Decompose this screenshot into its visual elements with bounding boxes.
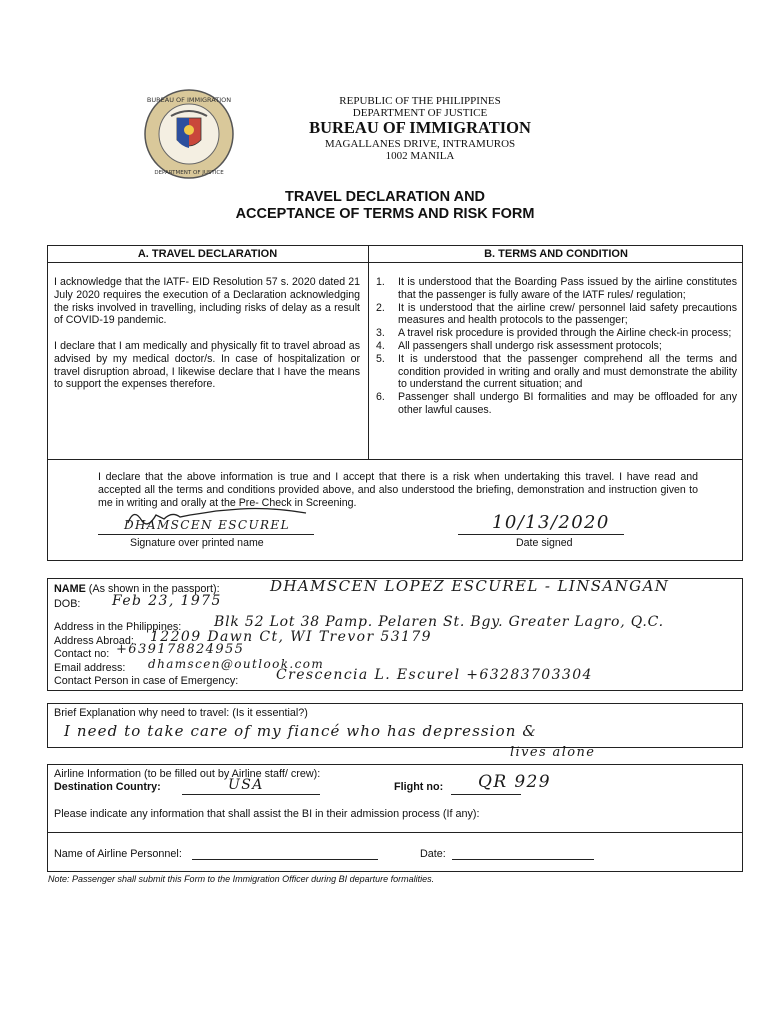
date-signed-value: 10/13/2020 [492,512,610,533]
emergency-contact-value: Crescencia L. Escurel +63283703304 [276,667,593,683]
flight-number-label: Flight no: [394,781,444,793]
email-value: dhamscen@outlook.com [148,657,325,671]
section-b-heading: B. TERMS AND CONDITION [484,248,628,260]
emergency-contact-label: Contact Person in case of Emergency: [54,675,239,687]
destination-value: USA [228,777,264,793]
terms-item-number: 6. [376,391,385,404]
travel-reason-value: I need to take care of my fiancé who has depression & [64,722,537,740]
declaration-divider [47,459,743,460]
terms-item [376,340,737,353]
terms-item [376,391,737,417]
travel-reason-label: Brief Explanation why need to travel: (Is it essential?) [54,707,308,719]
address-abroad-value: 12209 Dawn Ct, WI Trevor 53179 [150,629,432,645]
header-address-2: 1002 MANILA [385,150,455,162]
form-title-line-1: TRAVEL DECLARATION AND [284,189,486,205]
header-address-1: MAGALLANES DRIVE, INTRAMUROS [324,138,516,150]
dob-label: DOB: [54,598,81,610]
bureau-seal-logo [141,88,237,180]
terms-item-number: 5. [376,352,385,365]
contact-label: Contact no: [54,648,110,660]
name-value: DHAMSCEN LOPEZ ESCUREL - LINSANGAN [270,577,670,595]
flight-number-value: QR 929 [478,772,551,792]
terms-item-text: It is understood that the passenger comprehend all the terms and condition provided in writing and orally and must demonstrate the ability to understand the current situation; and [398,352,737,391]
column-divider [368,245,369,460]
address-ph-value: Blk 52 Lot 38 Pamp. Pelaren St. Bgy. Greater Lagro, Q.C. [214,614,664,630]
terms-item [376,276,737,302]
terms-item-number: 1. [376,276,385,288]
section-a-paragraph-2: I declare that I am medically and physically fit to travel abroad as advised by my medical doctor/s. In case of hospitalization or travel disruption abroad, I likewise declare that I have the means to support the expenses therefore. [54,340,360,391]
terms-item-text: It is understood that the Boarding Pass issued by the airline constitutes that the passenger is fully aware of the IATF rules/ regulation; [398,276,737,301]
airline-box-divider [47,832,743,833]
svg-text:BUREAU OF IMMIGRATION: BUREAU OF IMMIGRATION [146,96,232,104]
airline-info-label: Airline Information (to be filled out by Airline staff/ crew): [54,768,321,780]
bi-info-label: Please indicate any information that shall assist the BI in their admission process (If any): [54,808,480,820]
terms-list [376,276,737,417]
flight-number-line [451,793,521,795]
airline-date-line [452,858,594,860]
terms-item-number: 2. [376,301,385,314]
column-header-divider [47,262,743,263]
terms-item-text: A travel risk procedure is provided through the Airline check-in process; [398,327,732,340]
section-a-paragraph-1: I acknowledge that the IATF- EID Resolution 57 s. 2020 dated 21 July 2020 requires the execution of a Declaration acknowledging the risks involved in travelling, including risks of delay as a result of COVID-19 pandemic. [54,276,360,327]
terms-item [376,353,737,391]
contact-value: +639178824955 [116,642,245,657]
terms-item-number: 4. [376,339,385,352]
name-label-bold: NAME [54,583,86,595]
airline-personnel-label: Name of Airline Personnel: [54,848,182,860]
declaration-statement: I declare that the above information is true and I accept that there is a risk when undertaking this travel. I have read and accepted all the terms and conditions provided above, and also understood the briefing, demonstration and instruction given to me in writing and orally at the Pre- Check in Screening. [98,471,698,509]
terms-item-number: 3. [376,327,385,340]
date-signed-label: Date signed [516,537,573,549]
dob-value: Feb 23, 1975 [112,593,222,609]
svg-text:DEPARTMENT OF JUSTICE: DEPARTMENT OF JUSTICE [154,170,224,176]
signature-printed-name: DHAMSCEN ESCUREL [124,518,290,532]
address-ph-label: Address in the Philippines: [54,621,182,633]
signature-label: Signature over printed name [130,537,264,549]
terms-item-text: Passenger shall undergo BI formalities and may be offloaded for any other lawful causes. [398,391,737,416]
header-bureau: BUREAU OF IMMIGRATION [309,118,531,137]
footer-note: Note: Passenger shall submit this Form to the Immigration Officer during BI departure formalities. [48,874,435,884]
header-department: DEPARTMENT OF JUSTICE [352,107,488,119]
address-abroad-label: Address Abroad: [54,635,134,647]
email-label: Email address: [54,662,126,674]
header-republic: REPUBLIC OF THE PHILIPPINES [339,95,501,107]
travel-reason-value-line-2: lives alone [510,745,596,760]
name-label-hint: (As shown in the passport): [85,583,220,595]
destination-label: Destination Country: [54,781,161,793]
date-signed-line [458,534,624,535]
terms-item-text: All passengers shall undergo risk assessment protocols; [398,339,662,352]
airline-date-label: Date: [420,848,446,860]
section-a-heading: A. TRAVEL DECLARATION [137,248,278,260]
signature-line [98,534,314,535]
airline-personnel-line [192,858,378,860]
terms-item-text: It is understood that the airline crew/ personnel laid safety precautions measures and health protocols to the passenger; [398,301,737,327]
destination-line [182,793,320,795]
terms-item [376,302,737,328]
terms-item [376,327,737,340]
form-title-line-2: ACCEPTANCE OF TERMS AND RISK FORM [235,206,535,222]
